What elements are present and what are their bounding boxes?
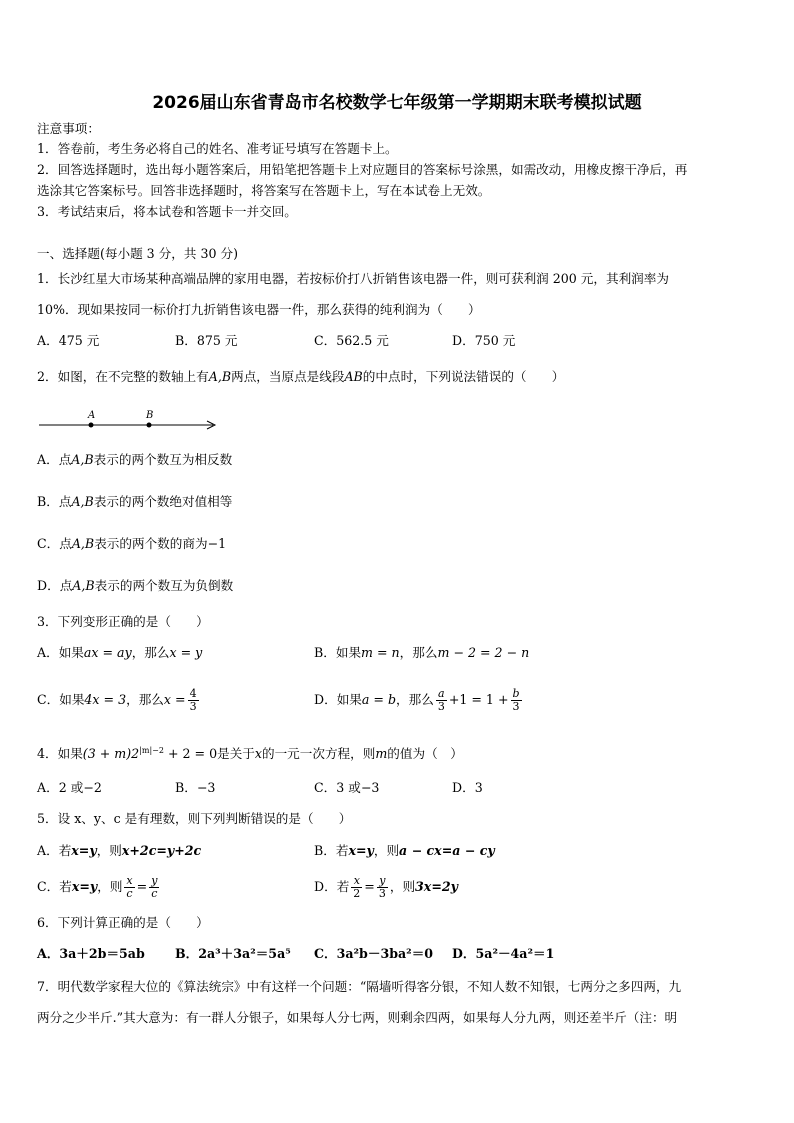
question-2-stem: 2．如图，在不完整的数轴上有A,B两点，当原点是线段AB的中点时，下列说法错误的（ ） — [37, 369, 565, 384]
question-4-stem: 4．如果$(3 + m)2^{|m|-2} + 2 = 0$是关于x的一元一次方程，则m的值为（ ） — [37, 746, 463, 762]
q6-option-d: D．5a²－4a²＝1 — [452, 946, 555, 961]
q1-option-b: B．875 元 — [175, 333, 238, 348]
q1-option-d: D．750 元 — [452, 333, 516, 348]
point-a-label: A — [88, 410, 96, 421]
q3-option-d: D．如果a = b，那么 $\frac{a}{3}$ +1 = 1 + $\frac{b}{3}$ — [314, 687, 520, 713]
q3-option-a: A．如果ax = ay，那么x = y — [37, 645, 203, 660]
q5-option-c: C．若x=y，则 $\frac{x}{c}$ = $\frac{y}{c}$ — [37, 874, 158, 900]
q5-option-d: D．若 $\frac{x}{2}$ = $\frac{y}{3}$ ，则3x=2y — [314, 874, 458, 900]
question-6-stem: 6．下列计算正确的是（ ） — [37, 915, 209, 930]
note-item: 3．考试结束后，将本试卷和答题卡一并交回。 — [37, 204, 297, 219]
question-1-line2: 10%．现如果按同一标价打九折销售该电器一件，那么获得的纯利润为（ ） — [37, 302, 481, 317]
q4-option-b: B．−3 — [175, 780, 216, 795]
question-7-line1: 7．明代数学家程大位的《算法统宗》中有这样一个问题：“隔墙听得客分银，不知人数不知银，七两分之多四两，九 — [37, 979, 682, 994]
q6-option-c: C．3a²b－3ba²＝0 — [314, 946, 434, 961]
q2-option-d: D．点A,B表示的两个数互为负倒数 — [37, 578, 234, 593]
point-a-dot — [89, 423, 94, 428]
point-b-label: B — [146, 410, 154, 421]
note-item: 1．答卷前，考生务必将自己的姓名、准考证号填写在答题卡上。 — [37, 141, 398, 156]
q1-option-a: A．475 元 — [37, 333, 100, 348]
note-item: 2．回答选择题时，选出每小题答案后，用铅笔把答题卡上对应题目的答案标号涂黑，如需改动，用橡皮擦干净后，再 — [37, 162, 688, 177]
q2-option-a: A．点A,B表示的两个数互为相反数 — [37, 452, 233, 467]
notes-heading: 注意事项： — [37, 121, 100, 136]
q4-option-d: D．3 — [452, 780, 483, 795]
question-1-line1: 1．长沙红星大市场某种高端品牌的家用电器，若按标价打八折销售该电器一件，则可获利润 200 元，其利润率为 — [37, 271, 669, 286]
question-5-stem: 5．设 x、y、c 是有理数，则下列判断错误的是（ ） — [37, 811, 352, 826]
q2-option-b: B．点A,B表示的两个数绝对值相等 — [37, 494, 233, 509]
q4-option-c: C．3 或−3 — [314, 780, 380, 795]
q4-option-a: A．2 或−2 — [37, 780, 102, 795]
question-3-stem: 3．下列变形正确的是（ ） — [37, 614, 209, 629]
q5-option-a: A．若x=y，则x+2c=y+2c — [37, 843, 202, 858]
q5-option-b: B．若x=y，则a − cx=a − cy — [314, 843, 495, 858]
page-title: 2026届山东省青岛市名校数学七年级第一学期期末联考模拟试题 — [152, 93, 642, 113]
q3-option-c: C．如果4x = 3，那么x = $\frac{4}{3}$ — [37, 687, 197, 713]
q2-option-c: C．点A,B表示的两个数的商为−1 — [37, 536, 227, 551]
point-b-dot — [147, 423, 152, 428]
q1-option-c: C．562.5 元 — [314, 333, 389, 348]
question-7-line2: 两分之少半斤.”其大意为：有一群人分银子，如果每人分七两，则剩余四两，如果每人分九两，则还差半斤（注：明 — [37, 1010, 678, 1025]
q3-option-b: B．如果m = n，那么m − 2 = 2 − n — [314, 645, 530, 660]
number-line-figure — [37, 405, 222, 435]
q6-option-a: A．3a＋2b＝5ab — [37, 946, 145, 961]
note-item: 选涂其它答案标号。回答非选择题时，将答案写在答题卡上，写在本试卷上无效。 — [37, 183, 491, 198]
section-heading: 一、选择题(每小题 3 分，共 30 分) — [37, 246, 239, 261]
q6-option-b: B．2a³＋3a²＝5a⁵ — [175, 946, 291, 961]
